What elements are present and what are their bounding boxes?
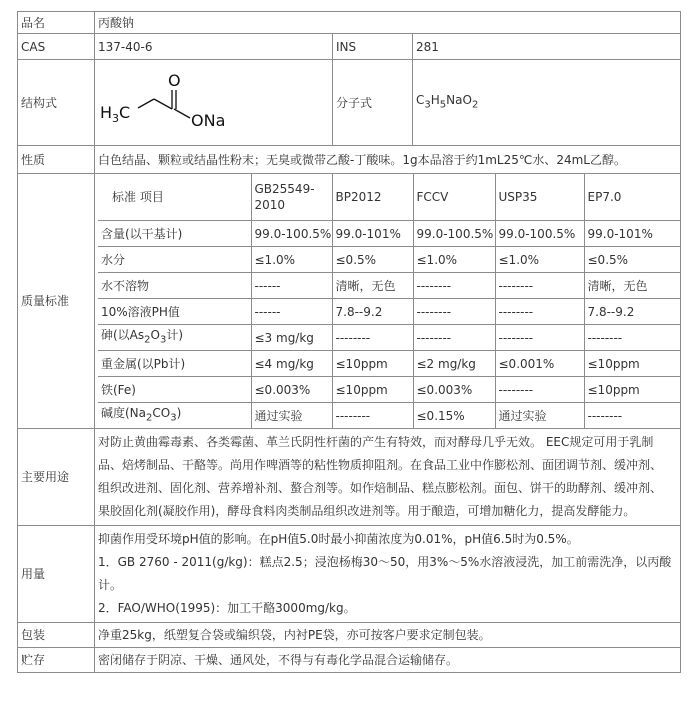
header-col: FCCV (413, 174, 495, 221)
table-row (98, 221, 681, 247)
usage-line: 对防止黄曲霉毒素、各类霉菌、革兰氏阴性杆菌的产生有特效，而对酵母几乎无效。 EEC规定可用于乳制 (98, 435, 654, 449)
cell: ------ (251, 273, 332, 299)
cell: ≤0.003% (251, 377, 332, 403)
structural-formula-drawing (98, 66, 238, 140)
struct-ona: ONa (191, 110, 226, 130)
structure-formula-cell (95, 60, 333, 146)
cell: ≤0.001% (495, 351, 584, 377)
dosage-line: 抑菌作用受环境pH值的影响。在pH值5.0时最小抑菌浓度为0.01%，pH值6.5时为0.5%。 (98, 532, 579, 546)
quality-label: 质量标准 (18, 174, 95, 429)
packaging-value: 净重25kg，纸塑复合袋或编织袋，内衬PE袋，亦可按客户要求定制包装。 (95, 623, 681, 648)
cell: 清晰，无色 (584, 273, 681, 299)
cell: 通过实验 (495, 403, 584, 429)
cell: ≤1.0% (251, 247, 332, 273)
product-name-label: 品名 (18, 12, 95, 34)
row-item: 水分 (98, 247, 251, 273)
cell: 99.0-101% (332, 221, 413, 247)
row-item: 铁(Fe) (98, 377, 251, 403)
table-row (98, 325, 681, 351)
row-item: 含量(以干基计) (98, 221, 251, 247)
cell: -------- (584, 403, 681, 429)
row-storage (18, 648, 681, 673)
struct-h3c: $H_3C$ (100, 102, 131, 125)
storage-value: 密闭储存于阴凉、干燥、通风处，不得与有毒化学品混合运输储存。 (95, 648, 681, 673)
usage-line: 组织改进剂、固化剂、营养增补剂、螯合剂等。如作焙制品、糕点膨松剂。面包、饼干的助酵剂、缓冲剂、 (98, 481, 663, 495)
quality-header-row (98, 174, 681, 221)
row-item: 重金属(以Pb计) (98, 351, 251, 377)
packaging-label: 包装 (18, 623, 95, 648)
cell: -------- (332, 403, 413, 429)
cell: ≤0.5% (332, 247, 413, 273)
cell: ≤0.15% (413, 403, 495, 429)
dosage-line: 2．FAO/WHO(1995)：加工干酪3000mg/kg。 (98, 601, 356, 615)
row-item: 砷(以$As_2O_3$计) (98, 325, 251, 351)
cell: -------- (584, 325, 681, 351)
cell: -------- (495, 325, 584, 351)
cell: 7.8--9.2 (584, 299, 681, 325)
table-row (98, 351, 681, 377)
cas-value: 137-40-6 (95, 34, 333, 60)
cell: ≤2 mg/kg (413, 351, 495, 377)
bond-1 (138, 99, 154, 108)
row-dosage (18, 526, 681, 623)
usage-text (95, 429, 681, 526)
table-row (98, 403, 681, 429)
quality-standard-table (98, 174, 681, 428)
row-item: 碱度$(Na_2CO_3)$ (98, 403, 251, 429)
formula-label: 分子式 (333, 60, 413, 146)
dosage-text (95, 526, 681, 623)
cell: ≤10ppm (584, 377, 681, 403)
cell: ≤1.0% (495, 247, 584, 273)
bond-2 (154, 99, 172, 109)
cell: ≤10ppm (332, 377, 413, 403)
structure-label: 结构式 (18, 60, 95, 146)
table-row (98, 273, 681, 299)
row-product-name (18, 12, 681, 34)
table-row (98, 377, 681, 403)
quality-standard-cell (95, 174, 681, 429)
cell: ------ (251, 299, 332, 325)
cell: ≤3 mg/kg (251, 325, 332, 351)
cell: -------- (495, 273, 584, 299)
cell: ≤10ppm (332, 351, 413, 377)
cell: -------- (495, 377, 584, 403)
cell: ≤4 mg/kg (251, 351, 332, 377)
header-col: USP35 (495, 174, 584, 221)
cell: ≤0.5% (584, 247, 681, 273)
header-col: GB25549-2010 (251, 174, 332, 221)
cell: ≤10ppm (584, 351, 681, 377)
property-value: 白色结晶、颗粒或结晶性粉末；无臭或微带乙酸-丁酸味。1g本品溶于约1mL25℃水、24mL乙醇。 (95, 146, 681, 174)
cell: -------- (413, 273, 495, 299)
usage-label: 主要用途 (18, 429, 95, 526)
bond-3 (174, 109, 190, 118)
row-packaging (18, 623, 681, 648)
ins-value: 281 (413, 34, 681, 60)
cell: 99.0-100.5% (251, 221, 332, 247)
row-item: 水不溶物 (98, 273, 251, 299)
cas-label: CAS (18, 34, 95, 60)
cell: 清晰，无色 (332, 273, 413, 299)
cell: 99.0-101% (584, 221, 681, 247)
row-cas-ins (18, 34, 681, 60)
cell: 7.8--9.2 (332, 299, 413, 325)
cell: -------- (413, 299, 495, 325)
table-row (98, 247, 681, 273)
table-row (98, 299, 681, 325)
ins-label: INS (333, 34, 413, 60)
cell: 通过实验 (251, 403, 332, 429)
cell: 99.0-100.5% (413, 221, 495, 247)
struct-o: O (168, 70, 181, 90)
dosage-line: 1．GB 2760 - 2011(g/kg)：糕点2.5；浸泡杨梅30～50，用3%～5%水溶液浸洗，加工前需洗净，以丙酸 (98, 555, 672, 569)
header-col: EP7.0 (584, 174, 681, 221)
row-quality-standard (18, 174, 681, 429)
cell: -------- (332, 325, 413, 351)
dosage-label: 用量 (18, 526, 95, 623)
dosage-line: 计。 (98, 578, 123, 592)
header-col: BP2012 (332, 174, 413, 221)
row-usage (18, 429, 681, 526)
cell: -------- (413, 325, 495, 351)
product-name-value: 丙酸钠 (95, 12, 681, 34)
product-spec-table (17, 11, 681, 673)
header-std-item: 标准 项目 (98, 174, 251, 221)
cell: ≤0.003% (413, 377, 495, 403)
formula-value: $C_3H_5NaO_2$ (413, 60, 681, 146)
row-item: 10%溶液PH值 (98, 299, 251, 325)
property-label: 性质 (18, 146, 95, 174)
usage-line: 果胶固化剂(凝胶作用)，酵母食料肉类制品组织改进剂等。用于酿造，可增加糖化力，提高发酵能力。 (98, 504, 636, 518)
cell: ≤1.0% (413, 247, 495, 273)
cell: 99.0-100.5% (495, 221, 584, 247)
row-property (18, 146, 681, 174)
cell: -------- (495, 299, 584, 325)
usage-line: 品、焙烤制品、干酪等。尚用作啤酒等的粘性物质抑阻剂。在食品工业中作膨松剂、面团调节剂、缓冲剂、 (98, 458, 663, 472)
row-structure (18, 60, 681, 146)
storage-label: 贮存 (18, 648, 95, 673)
